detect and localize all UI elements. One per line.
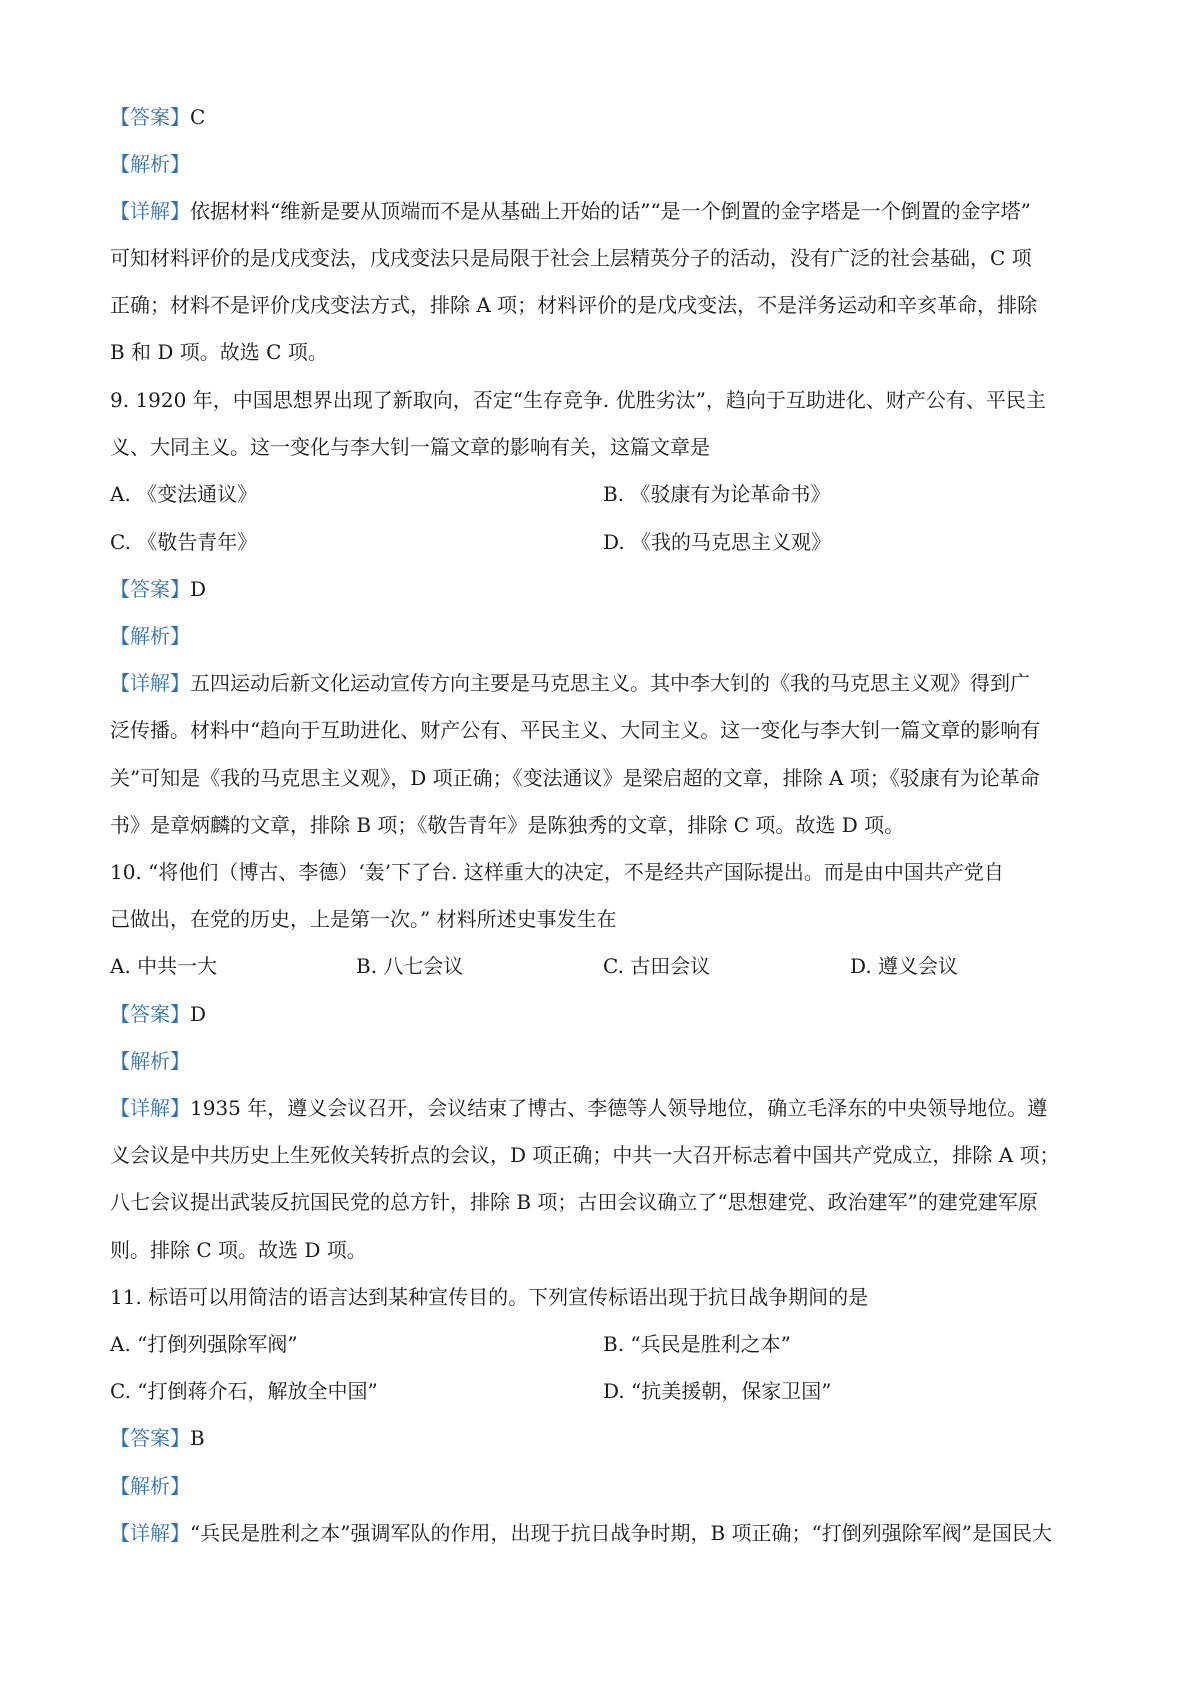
- q11-option-a: A. “打倒列强除军阀”: [110, 1332, 298, 1356]
- q10-detail-line-3: 八七会议提出武装反抗国民党的总方针，排除 B 项；古田会议确立了“思想建党、政治建军”的建党建军原: [110, 1190, 1038, 1214]
- q9-detail-line-4: 书》是章炳麟的文章，排除 B 项；《敬告青年》是陈独秀的文章，排除 C 项。故选 D 项。: [110, 813, 905, 837]
- answer-tag: 【答案】: [110, 105, 190, 129]
- q10-stem-line-2: 己做出，在党的历史，上是第一次。” 材料所述史事发生在: [110, 907, 617, 931]
- q11-answer: [110, 1424, 1100, 1452]
- q9-option-a: A. 《变法通议》: [110, 482, 258, 506]
- answer-value: B: [190, 1426, 205, 1450]
- q9-detail-line-3: 关”可知是《我的马克思主义观》，D 项正确；《变法通议》是梁启超的文章，排除 A 项；《驳康有为论革命: [110, 766, 1040, 790]
- q11-stem-line-1: 11. 标语可以用简洁的语言达到某种宣传目的。下列宣传标语出现于抗日战争期间的是: [110, 1285, 869, 1309]
- q10-option-c: C. 古田会议: [603, 954, 711, 978]
- detail-tag: 【详解】: [110, 1521, 190, 1545]
- q11-option-d: D. “抗美援朝，保家卫国”: [603, 1379, 832, 1403]
- q11-analysis-tag: 【解析】: [110, 1474, 190, 1498]
- answer-tag: 【答案】: [110, 1002, 190, 1026]
- answer-value: D: [190, 577, 207, 601]
- q8-detail-line-3: 正确；材料不是评价戊戌变法方式，排除 A 项；材料评价的是戊戌变法，不是洋务运动和辛亥革命，排除: [110, 293, 1038, 317]
- q10-detail-line-4: 则。排除 C 项。故选 D 项。: [110, 1238, 367, 1262]
- answer-value: C: [190, 105, 206, 129]
- q11-option-b: B. “兵民是胜利之本”: [603, 1332, 791, 1356]
- q10-analysis-tag: 【解析】: [110, 1049, 190, 1073]
- q10-option-d: D. 遵义会议: [850, 954, 959, 978]
- q10-option-b: B. 八七会议: [356, 954, 464, 978]
- q9-stem-line-2: 义、大同主义。这一变化与李大钊一篇文章的影响有关，这篇文章是: [110, 435, 710, 459]
- q9-option-b: B. 《驳康有为论革命书》: [603, 482, 831, 506]
- q10-detail-line-1: 【详解】1935 年，遵义会议召开，会议结束了博古、李德等人领导地位，确立毛泽东的中央领导地位。遵: [110, 1096, 1048, 1120]
- answer-tag: 【答案】: [110, 1426, 190, 1450]
- q9-option-c: C. 《敬告青年》: [110, 530, 258, 554]
- q9-option-d: D. 《我的马克思主义观》: [603, 530, 832, 554]
- answer-value: D: [190, 1002, 207, 1026]
- q11-detail-line-1: 【详解】“兵民是胜利之本”强调军队的作用，出现于抗日战争时期，B 项正确；“打倒列强除军阀”是国民大: [110, 1521, 1052, 1545]
- q8-detail-line-4: B 和 D 项。故选 C 项。: [110, 340, 328, 364]
- q8-detail-line-2: 可知材料评价的是戊戌变法，戊戌变法只是局限于社会上层精英分子的活动，没有广泛的社会基础，C 项: [110, 246, 1032, 270]
- detail-tag: 【详解】: [110, 1096, 190, 1120]
- q10-answer: [110, 1000, 1100, 1028]
- q10-stem-line-1: 10. “将他们（博古、李德）‘轰’下了台. 这样重大的决定，不是经共产国际提出。而是由中国共产党自: [110, 860, 1004, 884]
- q9-detail-line-2: 泛传播。材料中“趋向于互助进化、财产公有、平民主义、大同主义。这一变化与李大钊一篇文章的影响有: [110, 718, 1041, 742]
- q8-answer: [110, 103, 1100, 131]
- q10-detail-line-2: 义会议是中共历史上生死攸关转折点的会议，D 项正确；中共一大召开标志着中国共产党成立，排除 A 项；: [110, 1143, 1060, 1167]
- q9-analysis-tag: 【解析】: [110, 624, 190, 648]
- q9-detail-line-1: 【详解】五四运动后新文化运动宣传方向主要是马克思主义。其中李大钊的《我的马克思主义观》得到广: [110, 671, 1030, 695]
- q11-option-c: C. “打倒蒋介石，解放全中国”: [110, 1379, 378, 1403]
- q9-stem-line-1: 9. 1920 年，中国思想界出现了新取向，否定“生存竞争. 优胜劣汰”，趋向于互助进化、财产公有、平民主: [110, 388, 1046, 412]
- q8-detail-line-1: 【详解】依据材料“维新是要从顶端而不是从基础上开始的话”“是一个倒置的金字塔是一个倒置的金字塔”: [110, 199, 1031, 223]
- detail-tag: 【详解】: [110, 671, 190, 695]
- detail-tag: 【详解】: [110, 199, 190, 223]
- q8-analysis-tag: 【解析】: [110, 152, 190, 176]
- q10-option-a: A. 中共一大: [110, 954, 218, 978]
- q9-answer: [110, 575, 1100, 603]
- answer-tag: 【答案】: [110, 577, 190, 601]
